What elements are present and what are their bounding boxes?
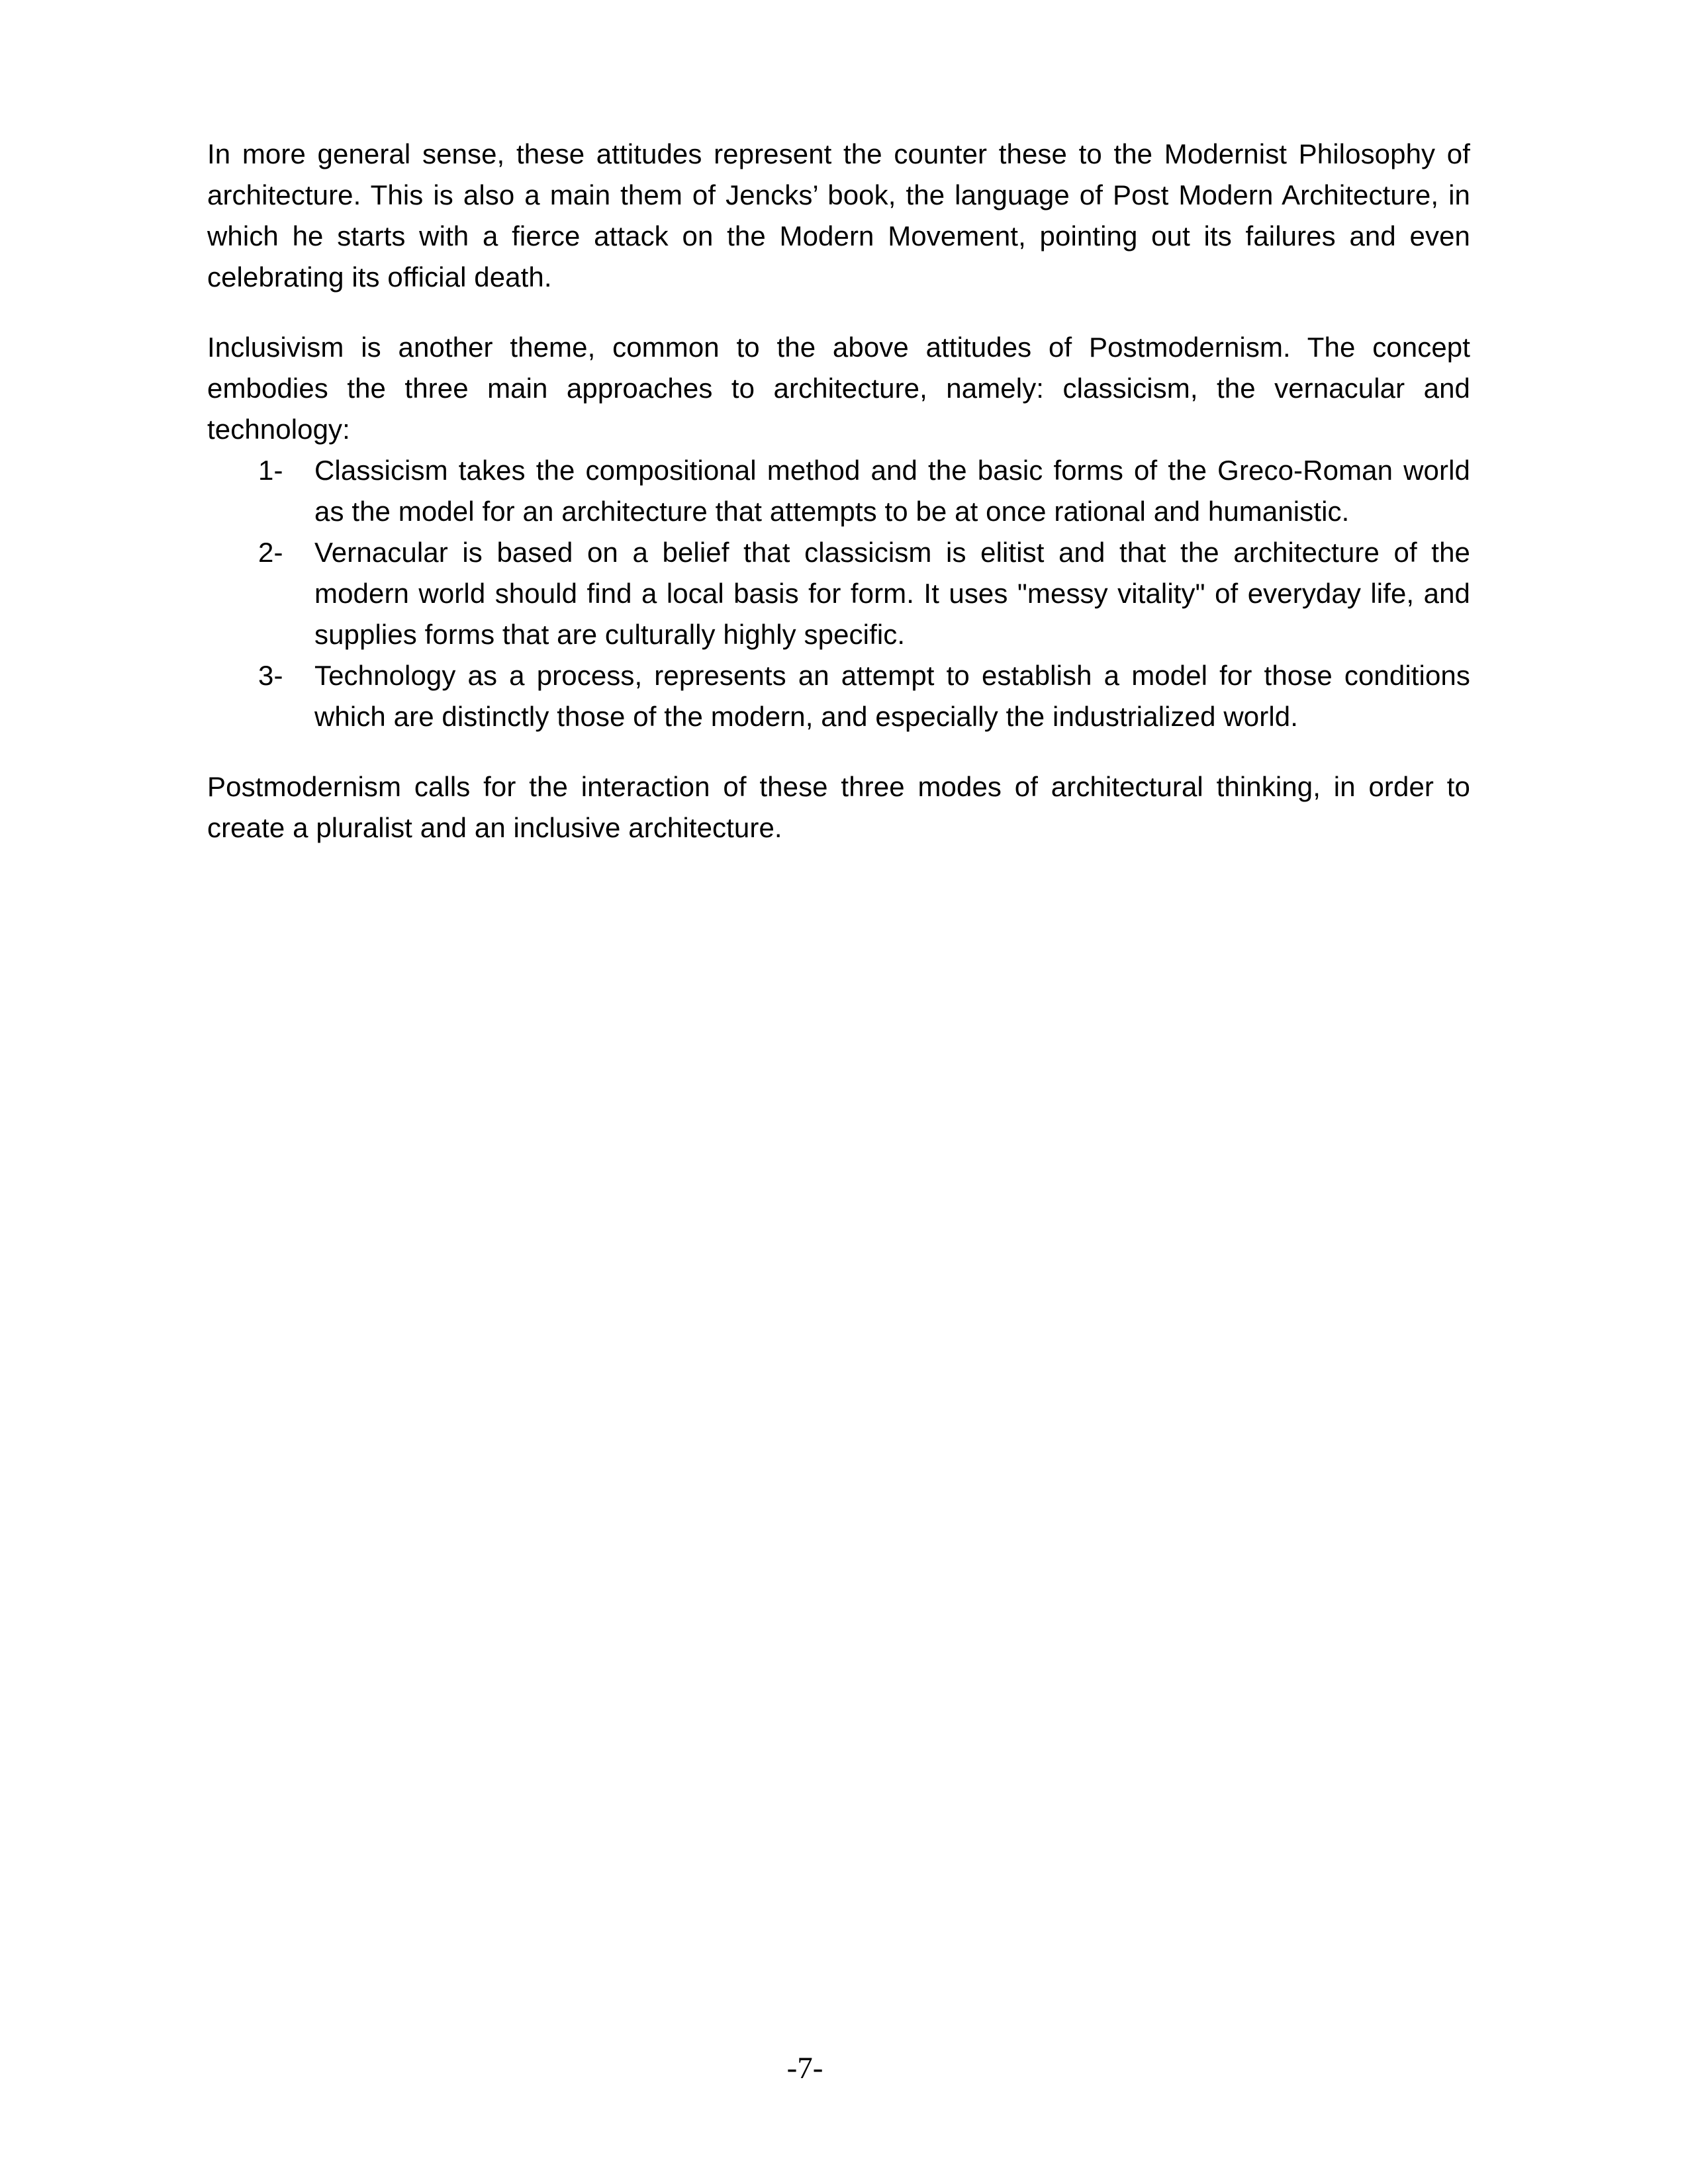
list-item-text: Vernacular is based on a belief that classicism is elitist and that the architecture of the modern world should find a local basis for form. It uses "messy vitality" of everyday life, and supplies forms that are culturally highly specific. [314,537,1470,650]
paragraph-inclusivism: Inclusivism is another theme, common to the above attitudes of Postmodernism. The concept embodies the three main approaches to architecture, namely: classicism, the vernacular and technology: [207,332,1470,445]
list-item-text: Classicism takes the compositional method and the basic forms of the Greco-Roman world as the model for an architecture that attempts to be at once rational and humanistic. [314,455,1470,527]
paragraph-modernist-counter: In more general sense, these attitudes represent the counter these to the Modernist Philosophy of architecture. This is also a main them of Jencks’ book, the language of Post Modern Architecture, in which he starts with a fierce attack on the Modern Movement, pointing out its failures and even celebrating its official death. [207,138,1470,293]
page-number: -7- [786,2051,823,2085]
approaches-numbered-list [207,450,1470,737]
page-body-text [207,134,1470,878]
list-marker: 1- [258,455,283,486]
list-marker: 2- [258,537,283,568]
list-item-text: Technology as a process, represents an attempt to establish a model for those conditions which are distinctly those of the modern, and especially the industrialized world. [314,660,1470,732]
paragraph-conclusion: Postmodernism calls for the interaction of these three modes of architectural thinking, in order to create a pluralist and an inclusive architecture. [207,771,1470,843]
list-item-classicism [207,450,1470,532]
list-item-vernacular [207,532,1470,655]
list-item-technology [207,655,1470,737]
list-marker: 3- [258,660,283,691]
